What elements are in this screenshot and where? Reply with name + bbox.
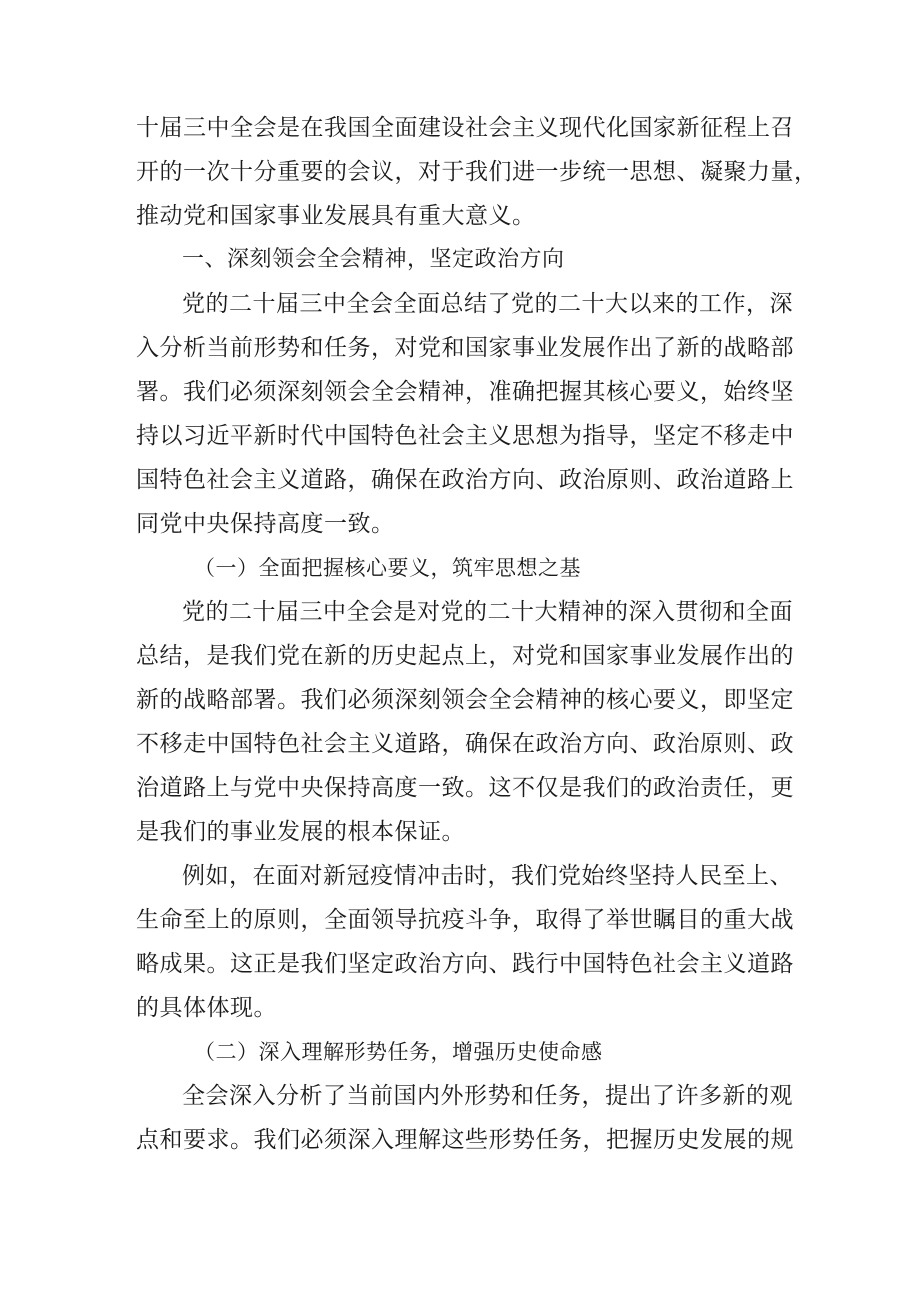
section-heading: 一、深刻领会全会精神，坚定政治方向 xyxy=(182,247,565,272)
paragraph-line: 入分析当前形势和任务，对党和国家事业发展作出了新的战略部 xyxy=(136,335,794,361)
paragraph-line: 开的一次十分重要的会议，对于我们进一步统一思想、凝聚力量， xyxy=(136,159,818,185)
paragraph-line: 总结，是我们党在新的历史起点上，对党和国家事业发展作出的 xyxy=(136,643,794,669)
paragraph-line: 推动党和国家事业发展具有重大意义。 xyxy=(136,203,536,229)
paragraph-line: 生命至上的原则，全面领导抗疫斗争，取得了举世瞩目的重大战 xyxy=(136,907,794,933)
paragraph-line: 国特色社会主义道路，确保在政治方向、政治原则、政治道路上 xyxy=(136,467,794,493)
paragraph-line: 是我们的事业发展的根本保证。 xyxy=(136,819,465,845)
paragraph-line: 同党中央保持高度一致。 xyxy=(136,511,395,537)
paragraph-line: 例如，在面对新冠疫情冲击时，我们党始终坚持人民至上、 xyxy=(182,863,793,889)
paragraph-line: 新的战略部署。我们必须深刻领会全会精神的核心要义，即坚定 xyxy=(136,687,794,713)
paragraph-line: 不移走中国特色社会主义道路，确保在政治方向、政治原则、政 xyxy=(136,731,794,757)
paragraph-line: 署。我们必须深刻领会全会精神，准确把握其核心要义，始终坚 xyxy=(136,379,794,405)
subsection-heading: （一）全面把握核心要义，筑牢思想之基 xyxy=(194,556,581,580)
paragraph-line: 十届三中全会是在我国全面建设社会主义现代化国家新征程上召 xyxy=(136,115,794,141)
paragraph-line: 党的二十届三中全会全面总结了党的二十大以来的工作，深 xyxy=(182,291,793,317)
subsection-heading: （二）深入理解形势任务，增强历史使命感 xyxy=(194,1040,603,1064)
paragraph-line: 点和要求。我们必须深入理解这些形势任务，把握历史发展的规 xyxy=(136,1127,794,1153)
paragraph-line: 略成果。这正是我们坚定政治方向、践行中国特色社会主义道路 xyxy=(136,951,794,977)
paragraph-line: 持以习近平新时代中国特色社会主义思想为指导，坚定不移走中 xyxy=(136,423,794,449)
paragraph-line: 党的二十届三中全会是对党的二十大精神的深入贯彻和全面 xyxy=(182,599,793,625)
paragraph-line: 的具体体现。 xyxy=(136,995,277,1021)
document-page xyxy=(136,106,818,1162)
paragraph-line: 治道路上与党中央保持高度一致。这不仅是我们的政治责任，更 xyxy=(136,775,794,801)
paragraph-line: 全会深入分析了当前国内外形势和任务，提出了许多新的观 xyxy=(182,1083,793,1109)
